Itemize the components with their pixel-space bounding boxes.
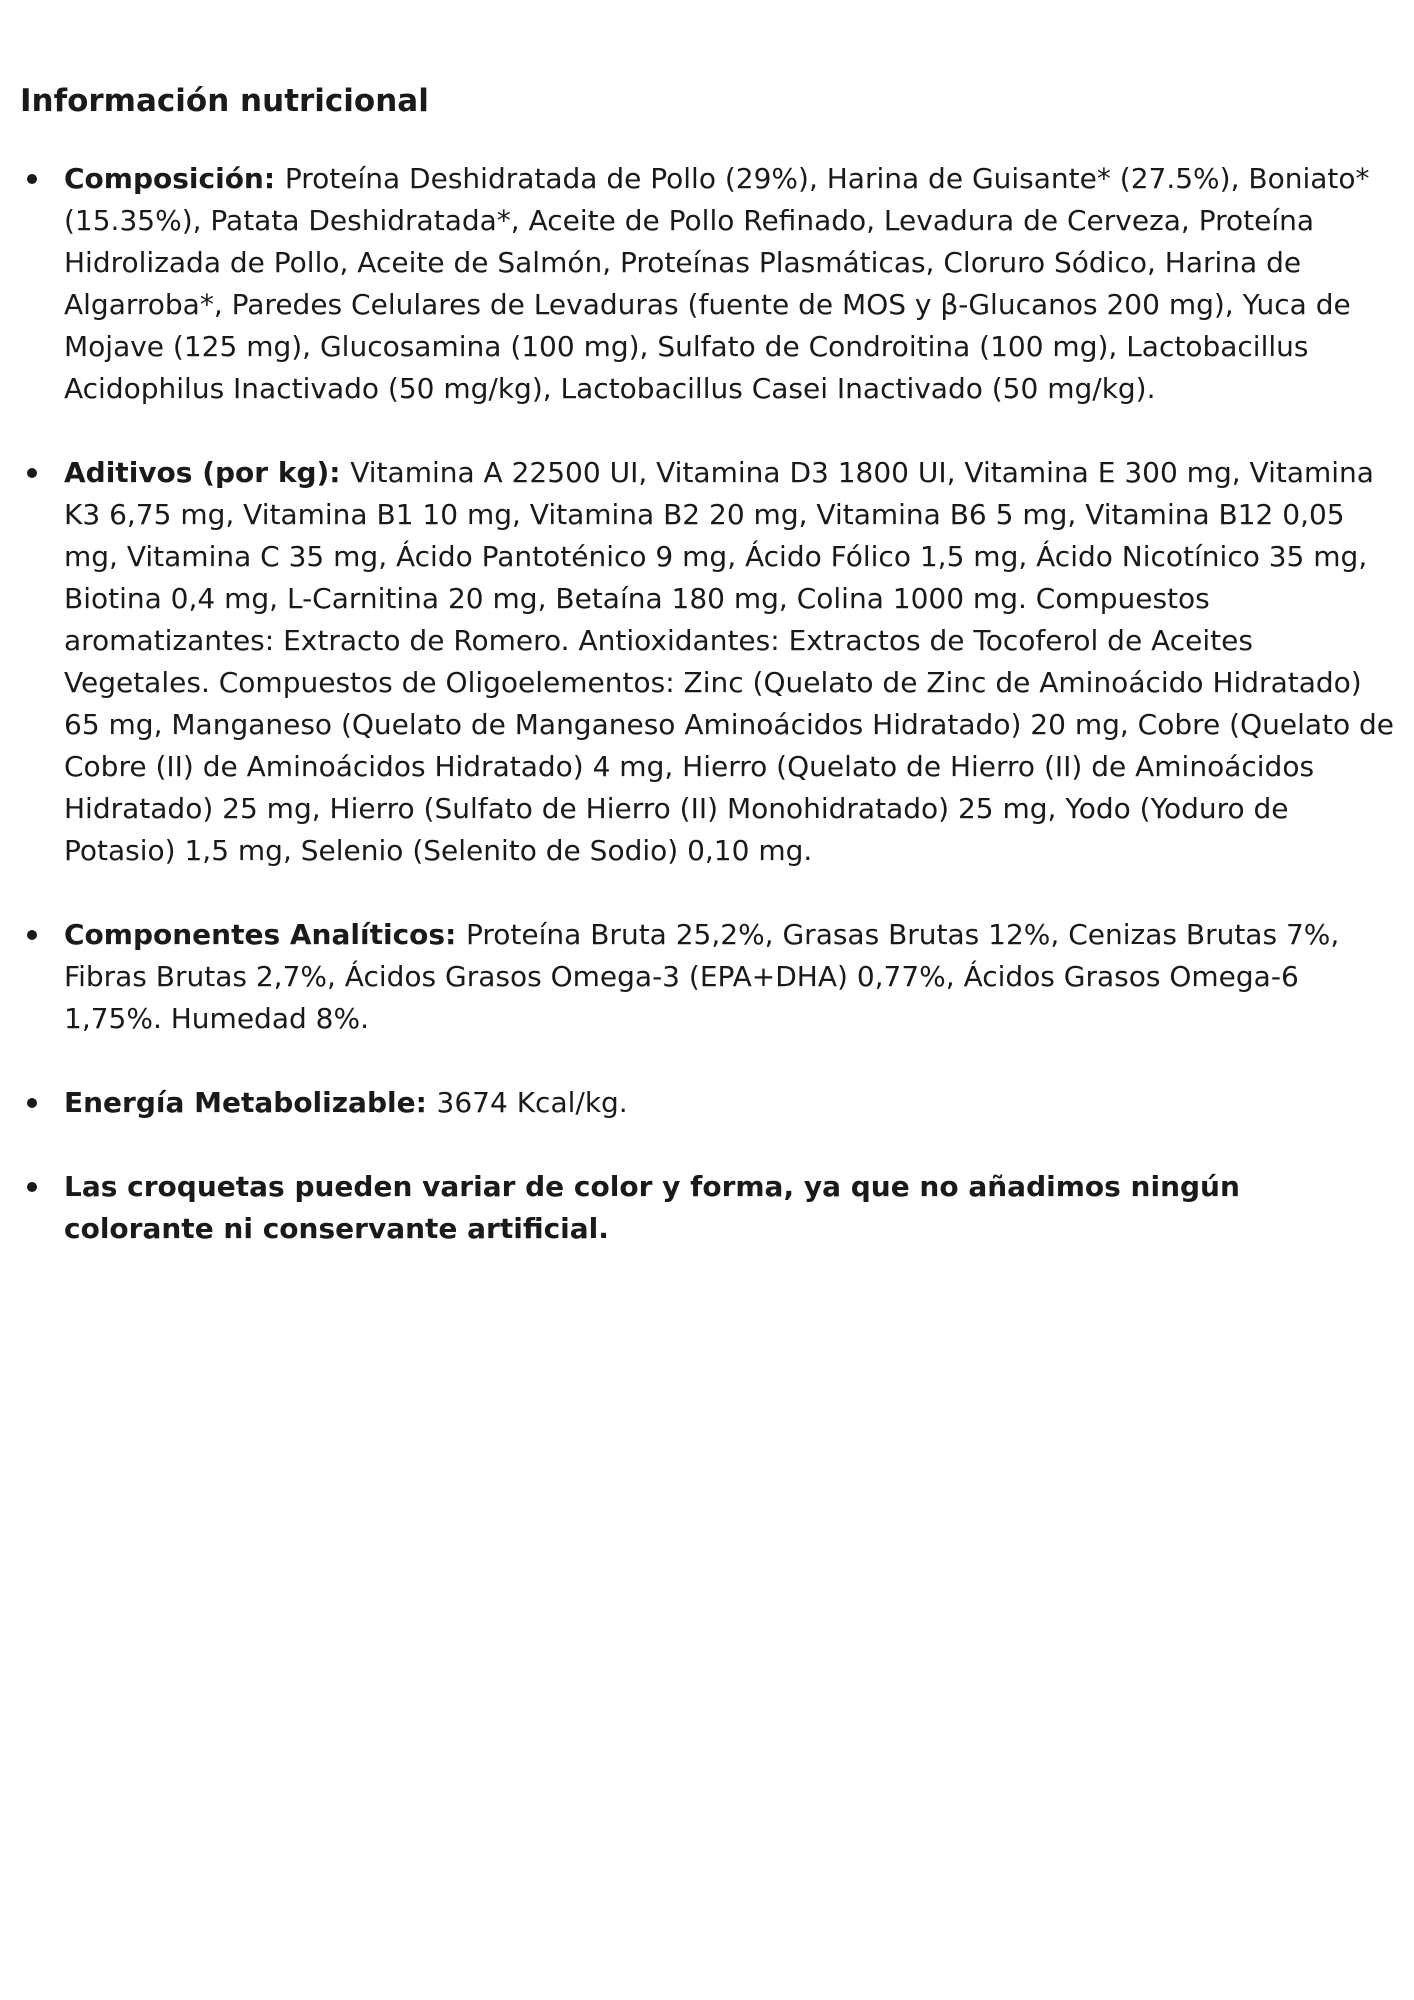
item-label: Energía Metabolizable:: [64, 1086, 437, 1119]
note-text: Las croquetas pueden variar de color y forma, ya que no añadimos ningún colorante ni conservante artificial.: [64, 1170, 1240, 1245]
page-title: Información nutricional: [20, 83, 429, 119]
item-label: Composición:: [64, 162, 285, 195]
item-label: Aditivos (por kg):: [64, 456, 351, 489]
list-item-componentes-analiticos: [20, 914, 1398, 1040]
list-item-composicion: [20, 158, 1398, 410]
list-item-energia: [20, 1082, 1398, 1124]
item-text: 3674 Kcal/kg.: [436, 1086, 628, 1119]
bullet-icon: [27, 1182, 37, 1192]
bullet-icon: [27, 930, 37, 940]
bullet-icon: [27, 1098, 37, 1108]
item-text: Proteína Deshidratada de Pollo (29%), Harina de Guisante* (27.5%), Boniato* (15.35%), Patata Deshidratada*, Aceite de Pollo Refinado, Levadura de Cerveza, Proteína Hidrolizada de Pollo, Aceite de Salmón, Proteínas Plasmáticas, Cloruro Sódico, Harina de Algarroba*, Paredes Celulares de Levaduras (fuente de MOS y β-Glucanos 200 mg), Yuca de Mojave (125 mg), Glucosamina (100 mg), Sulfato de Condroitina (100 mg), Lactobacillus Acidophilus Inactivado (50 mg/kg), Lactobacillus Casei Inactivado (50 mg/kg).: [64, 162, 1370, 405]
list-item-note: [20, 1166, 1398, 1250]
item-text: Proteína Bruta 25,2%, Grasas Brutas 12%, Cenizas Brutas 7%, Fibras Brutas 2,7%, Ácidos Grasos Omega-3 (EPA+DHA) 0,77%, Ácidos Grasos Omega-6 1,75%. Humedad 8%.: [64, 918, 1340, 1035]
bullet-icon: [27, 174, 37, 184]
bullet-icon: [27, 468, 37, 478]
list-item-aditivos: [20, 452, 1398, 872]
item-label: Componentes Analíticos:: [64, 918, 467, 951]
item-text: Vitamina A 22500 UI, Vitamina D3 1800 UI, Vitamina E 300 mg, Vitamina K3 6,75 mg, Vitamina B1 10 mg, Vitamina B2 20 mg, Vitamina B6 5 mg, Vitamina B12 0,05 mg, Vitamina C 35 mg, Ácido Pantoténico 9 mg, Ácido Fólico 1,5 mg, Ácido Nicotínico 35 mg, Biotina 0,4 mg, L-Carnitina 20 mg, Betaína 180 mg, Colina 1000 mg. Compuestos aromatizantes: Extracto de Romero. Antioxidantes: Extractos de Tocoferol de Aceites Vegetales. Compuestos de Oligoelementos: Zinc (Quelato de Zinc de Aminoácido Hidratado) 65 mg, Manganeso (Quelato de Manganeso Aminoácidos Hidratado) 20 mg, Cobre (Quelato de Cobre (II) de Aminoácidos Hidratado) 4 mg, Hierro (Quelato de Hierro (II) de Aminoácidos Hidratado) 25 mg, Hierro (Sulfato de Hierro (II) Monohidratado) 25 mg, Yodo (Yoduro de Potasio) 1,5 mg, Selenio (Selenito de Sodio) 0,10 mg.: [64, 456, 1395, 867]
nutrition-list: [20, 158, 1398, 1250]
